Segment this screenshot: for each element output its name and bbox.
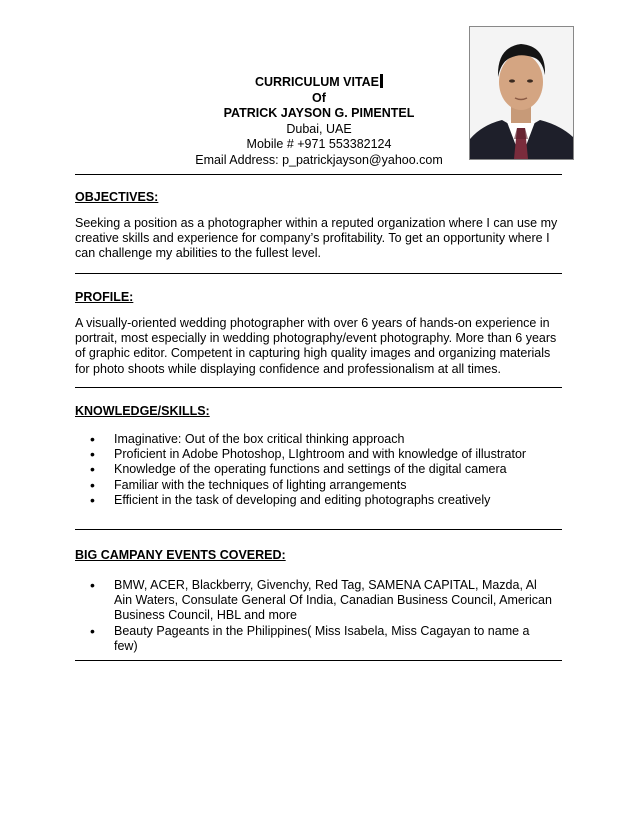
cv-location: Dubai, UAE [286,121,352,136]
events-list [75,578,555,654]
divider [75,529,562,530]
divider [75,660,562,661]
objectives-text: Seeking a position as a photographer within a reputed organization where I can use my creative skills and experience for company’s profitability. To get an opportunity where I can challenge my abilities to the fullest level. [75,216,558,261]
divider [75,273,562,274]
cv-email: Email Address: p_patrickjayson@yahoo.com [195,152,443,167]
cv-mobile: Mobile # +971 553382124 [246,137,392,151]
cv-of: Of [312,90,326,105]
divider [75,387,562,388]
objectives-heading: OBJECTIVES: [75,190,159,204]
skills-heading: KNOWLEDGE/SKILLS: [75,404,210,418]
divider [75,174,562,175]
portrait-image [470,27,573,159]
skills-list [75,432,555,508]
event-item: • BMW, ACER, Blackberry, Givenchy, Red Tag, SAMENA CAPITAL, Mazda, Al Ain Waters, Consulate General Of India, Canadian Business Council, American Business Council, HBL and more [75,578,555,624]
text-cursor [380,74,383,88]
event-item: • Beauty Pageants in the Philippines( Miss Isabela, Miss Cagayan to name a few) [75,624,555,654]
events-heading: BIG CAMPANY EVENTS COVERED: [75,548,286,562]
skill-item: • Imaginative: Out of the box critical thinking approach [75,432,555,447]
skill-item: • Familiar with the techniques of lighting arrangements [75,478,555,493]
cv-title: CURRICULUM VITAE [254,75,380,89]
skill-item: • Knowledge of the operating functions and settings of the digital camera [75,462,555,477]
skill-item: • Efficient in the task of developing and editing photographs creatively [75,493,555,508]
cv-name: PATRICK JAYSON G. PIMENTEL [223,106,415,120]
skill-item: • Proficient in Adobe Photoshop, LIghtroom and with knowledge of illustrator [75,447,555,462]
profile-heading: PROFILE: [75,290,134,304]
profile-text: A visually-oriented wedding photographer with over 6 years of hands-on experience in portrait, most especially in wedding photography/event photography. More than 6 years of graphic editor. Competent in capturing high quality images and organizing materials for photo shoots while displaying confidence and professionalism at all times. [75,316,557,376]
profile-photo [469,26,574,160]
